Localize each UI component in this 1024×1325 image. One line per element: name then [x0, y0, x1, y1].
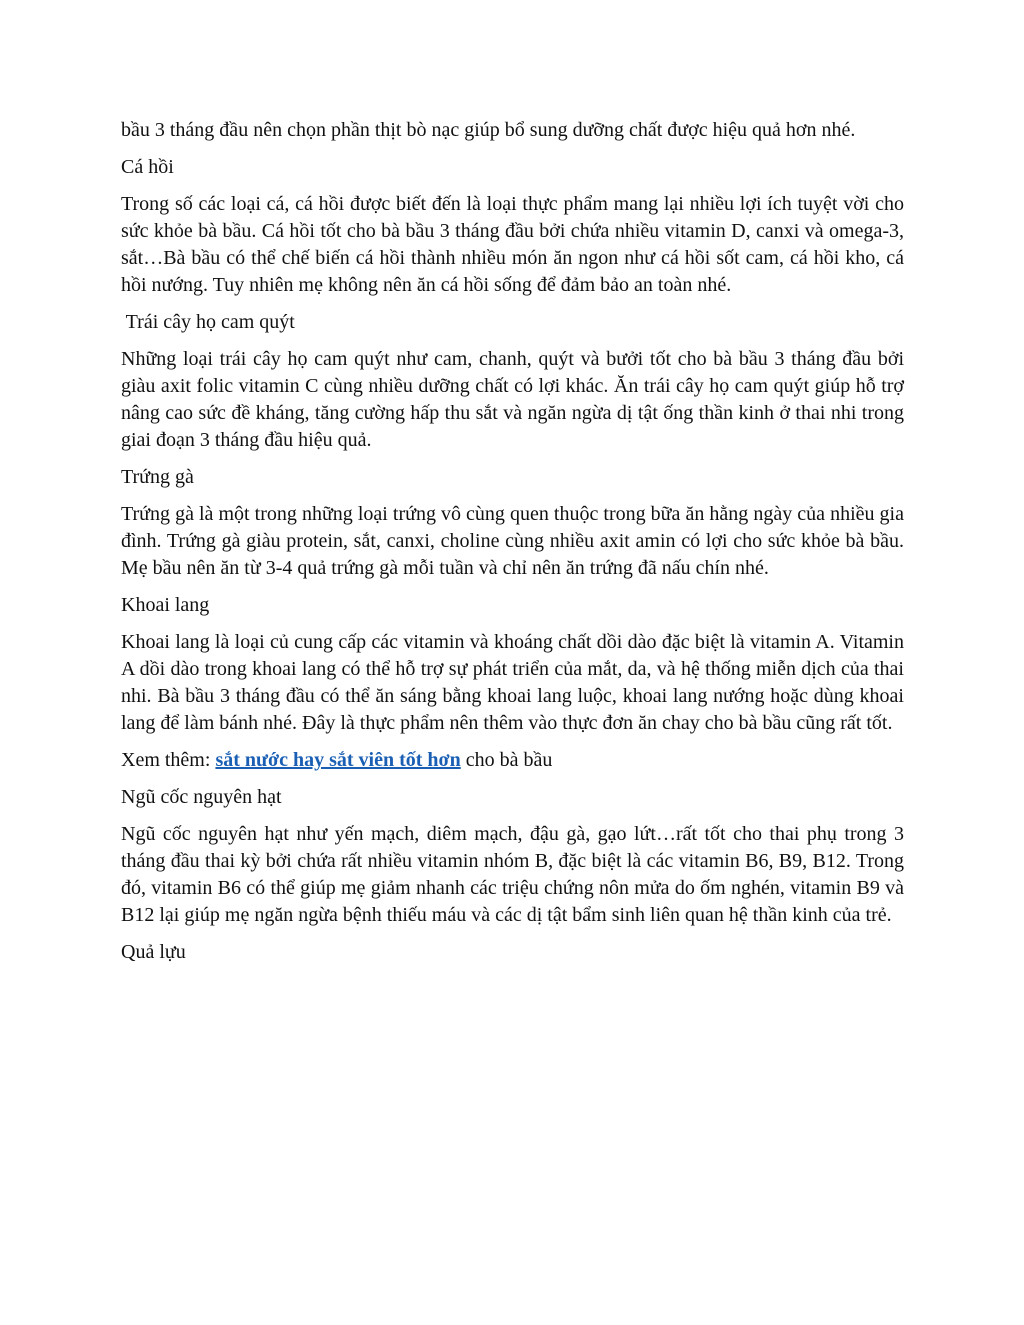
paragraph-beef-ending: bầu 3 tháng đầu nên chọn phần thịt bò nạc giúp bổ sung dưỡng chất được hiệu quả hơn nhé. [121, 119, 856, 141]
heading-sweet-potato: Khoai lang [121, 594, 210, 616]
document-page [121, 117, 904, 976]
paragraph-citrus: Những loại trái cây họ cam quýt như cam, chanh, quýt và bưởi tốt cho bà bầu 3 tháng đầu bởi giàu axit folic vitamin C cùng nhiều dưỡng chất có lợi khác. Ăn trái cây họ cam quýt giúp hỗ trợ nâng cao sức đề kháng, tăng cường hấp thu sắt và ngăn ngừa dị tật ống thần kinh ở thai nhi trong giai đoạn 3 tháng đầu hiệu quả. [121, 348, 904, 451]
paragraph-salmon: Trong số các loại cá, cá hồi được biết đến là loại thực phẩm mang lại nhiều lợi ích tuyệt vời cho sức khỏe bà bầu. Cá hồi tốt cho bà bầu 3 tháng đầu bởi chứa nhiều vitamin D, canxi và omega-3, sắt…Bà bầu có thể chế biến cá hồi thành nhiều món ăn ngon như cá hồi sốt cam, cá hồi kho, cá hồi nướng. Tuy nhiên mẹ không nên ăn cá hồi sống để đảm bảo an toàn nhé. [121, 193, 904, 296]
heading-citrus: Trái cây họ cam quýt [121, 311, 295, 333]
paragraph-whole-grains: Ngũ cốc nguyên hạt như yến mạch, diêm mạch, đậu gà, gạo lứt…rất tốt cho thai phụ trong 3 tháng đầu thai kỳ bởi chứa rất nhiều vitamin nhóm B, đặc biệt là các vitamin B6, B9, B12. Trong đó, vitamin B6 có thể giúp mẹ giảm nhanh các triệu chứng nôn mửa do ốm nghén, vitamin B9 và B12 lại giúp mẹ ngăn ngừa bệnh thiếu máu và các dị tật bẩm sinh liên quan hệ thần kinh của trẻ. [121, 823, 904, 926]
paragraph-sweet-potato: Khoai lang là loại củ cung cấp các vitamin và khoáng chất dồi dào đặc biệt là vitamin A. Vitamin A dồi dào trong khoai lang có thể hỗ trợ sự phát triển của mắt, da, và hệ thống miễn dịch của thai nhi. Bà bầu 3 tháng đầu có thể ăn sáng bằng khoai lang luộc, khoai lang nướng hoặc dùng khoai lang để làm bánh nhé. Đây là thực phẩm nên thêm vào thực đơn ăn chay cho bà bầu cũng rất tốt. [121, 631, 904, 734]
paragraph-eggs: Trứng gà là một trong những loại trứng vô cùng quen thuộc trong bữa ăn hằng ngày của nhiều gia đình. Trứng gà giàu protein, sắt, canxi, choline cùng nhiều axit amin có lợi cho sức khỏe bà bầu. Mẹ bầu nên ăn từ 3-4 quả trứng gà mỗi tuần và chỉ nên ăn trứng đã nấu chín nhé. [121, 503, 904, 579]
heading-eggs: Trứng gà [121, 466, 194, 488]
heading-salmon: Cá hồi [121, 156, 174, 178]
see-more-prefix: Xem thêm: [121, 749, 216, 771]
heading-whole-grains: Ngũ cốc nguyên hạt [121, 786, 282, 808]
see-more-suffix: cho bà bầu [460, 749, 553, 771]
heading-pomegranate: Quả lựu [121, 941, 186, 963]
see-more-link[interactable]: sắt nước hay sắt viên tốt hơn [215, 749, 461, 771]
see-more-line [121, 747, 904, 774]
